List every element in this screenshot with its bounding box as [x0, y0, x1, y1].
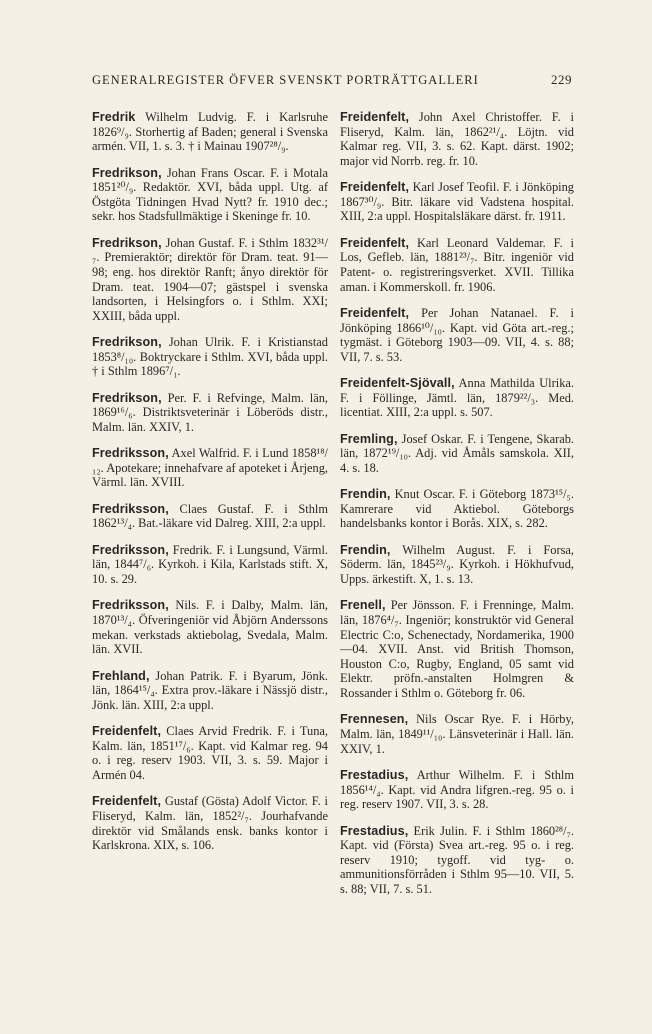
entry-text: Wilhelm Ludvig. F. i Karlsruhe 1826⁹/₉. Storhertig af Baden; general i Svenska armén. VII, 1. s. 3. † i Mainau 1907²⁸/₉. [92, 110, 328, 154]
entry-surname: Freidenfelt, [92, 794, 162, 809]
entry-surname: Fredrikson, [92, 390, 162, 405]
entry-surname: Frenell, [340, 598, 386, 613]
entry-text: Johan Ulrik. F. i Kristianstad 1853⁸/₁₀. Boktryckare i Sthlm. XVI, båda uppl. † i Sthlm 1896⁷/₁. [92, 335, 328, 379]
register-entry [92, 110, 328, 154]
entry-text: Gustaf (Gösta) Adolf Victor. F. i Fliseryd, Kalm. län, 1852²/₇. Jourhafvande direktör vid Smålands ensk. banks kontor i Karlskrona. XIX, s. 106. [92, 794, 328, 853]
entry-surname: Freidenfelt, [340, 235, 410, 250]
register-entry [92, 502, 328, 531]
register-entry [92, 236, 328, 324]
entry-surname: Frendin, [340, 542, 391, 557]
entry-surname: Fredrikson, [92, 335, 162, 350]
entry-surname: Fredriksson, [92, 542, 169, 557]
entry-text: Johan Patrik. F. i Byarum, Jönk. län, 1864¹⁵/₄. Extra prov.-läkare i Nässjö distr., Jönk. län. XIII, 2:a uppl. [92, 668, 328, 712]
register-entry [92, 543, 328, 587]
entry-surname: Freidenfelt, [340, 305, 410, 320]
register-entry [340, 712, 574, 756]
register-entry [92, 794, 328, 852]
entry-surname: Fredriksson, [92, 501, 169, 516]
entry-text: Axel Walfrid. F. i Lund 1858¹⁸/₁₂. Apotekare; innehafvare af apoteket i Årjeng, Värml. län. XVIII. [92, 446, 328, 490]
entry-surname: Freidenfelt, [340, 180, 410, 195]
register-entry [92, 335, 328, 379]
left-column [92, 110, 328, 865]
register-entry [340, 432, 574, 476]
register-entry [92, 391, 328, 435]
entry-text: Nils. F. i Dalby, Malm. län, 1870¹³/₄. Öfveringeniör vid Åbjörn Anderssons mekan. verkstads aktiebolag, Svedala, Malm. län. XVII. [92, 598, 328, 657]
entry-surname: Fremling, [340, 431, 398, 446]
entry-surname: Freidenfelt-Sjövall, [340, 376, 455, 391]
entry-text: Claes Gustaf. F. i Sthlm 1862¹³/₄. Bat.-läkare vid Dalreg. XIII, 2:a uppl. [92, 501, 328, 531]
entry-text: Arthur Wilhelm. F. i Sthlm 1856¹⁴/₄. Kapt. vid Andra lifgren.-reg. 95 o. i reg. reserv 1907. VII, 3. s. 28. [340, 767, 574, 812]
register-entry [340, 180, 574, 224]
entry-text: Anna Mathilda Ulrika. F. i Föllinge, Jämtl. län, 1879²²/₃. Med. licentiat. XIII, 2:a uppl. s. 507. [340, 376, 574, 420]
entry-text: Claes Arvid Fredrik. F. i Tuna, Kalm. län, 1851¹⁷/₆. Kapt. vid Kalmar reg. 94 o. i reg. reserv 1903. VII, 3. s. 59. Major i Armén 04. [92, 724, 328, 782]
entry-surname: Frestadius, [340, 767, 409, 782]
entry-surname: Fredrikson, [92, 165, 162, 180]
register-entry [92, 166, 328, 224]
entry-text: Nils Oscar Rye. F. i Hörby, Malm. län, 1849¹¹/₁₀. Länsveterinär i Hall. län. XXIV, 1. [340, 712, 574, 756]
register-entry [92, 724, 328, 782]
entry-surname: Fredriksson, [92, 446, 169, 461]
entry-text: Johan Frans Oscar. F. i Motala 1851²⁰/₉. Redaktör. XVI, båda uppl. Utg. af Östgöta Tidningen Hvad Nytt? fr. 1910 dec.; sekr. hos Stadsfullmäktige i Skeninge fr. 10. [92, 165, 328, 224]
entry-text: Per Johan Natanael. F. i Jönköping 1866¹⁰/₁₀. Kapt. vid Göta art.-reg.; tygmäst. i Göteborg 1903—09. VII, 4. s. 88; VII, 7. s. 53. [340, 305, 574, 364]
entry-text: Per. F. i Refvinge, Malm. län, 1869¹⁶/₆. Distriktsveterinär i Löberöds distr., Malm. län. XXIV, 1. [92, 390, 328, 434]
register-entry [340, 543, 574, 587]
right-column [340, 110, 574, 908]
entry-text: Per Jönsson. F. i Frenninge, Malm. län, 1876⁴/₇. Ingeniör; konstruktör vid General Electric C:o, Schenectady, Nordamerika, 1900—04. XVII. Anst. vid British Thomson, Houston C:o, Rugby, England, 05 samt vid Elektr. pröfn.-anstalten Holmgren & Rossander i Sthlm o. Göteborg fr. 06. [340, 598, 574, 700]
register-entry [92, 598, 328, 656]
entry-surname: Frehland, [92, 668, 150, 683]
entry-text: Wilhelm August. F. i Forsa, Söderm. län, 1845²³/₉. Kyrkoh. i Hökhufvud, Upps. ärkestift. X, 1. s. 13. [340, 542, 574, 587]
register-entry [92, 669, 328, 713]
entry-text: Erik Julin. F. i Sthlm 1860²⁸/₇. Kapt. vid (Första) Svea art.-reg. 95 o. i reg. reserv 1910; tygoff. vid tyg- o. ammunitionsförråden i Sthlm 95—10. VII, 5. s. 88; VII, 7. s. 51. [340, 823, 574, 896]
register-entry [340, 306, 574, 364]
entry-text: John Axel Christoffer. F. i Fliseryd, Kalm. län, 1862²¹/₄. Löjtn. vid Kalmar reg. VII, 3. s. 62. Kapt. därst. 1902; major vid Norrb. reg. fr. 10. [340, 110, 574, 168]
entry-text: Karl Leonard Valdemar. F. i Los, Gefleb. län, 1881²³/₇. Bitr. ingeniör vid Patent- o. registreringsverket. XVII. Tillika aman. i Kommerskoll. fr. 1906. [340, 235, 574, 294]
register-entry [92, 446, 328, 490]
page-header [92, 72, 572, 88]
register-entry [340, 110, 574, 168]
page-number: 229 [551, 72, 572, 87]
entry-surname: Freidenfelt, [92, 724, 162, 739]
entry-surname: Fredriksson, [92, 598, 169, 613]
register-entry [340, 376, 574, 420]
register-entry [340, 598, 574, 700]
entry-surname: Fredrikson, [92, 235, 162, 250]
entry-text: Karl Josef Teofil. F. i Jönköping 1867³⁰/₉. Bitr. läkare vid Vadstena hospital. XIII, 2:a uppl. Hospitalsläkare därst. fr. 1911. [340, 180, 574, 224]
register-entry [340, 768, 574, 812]
entry-text: Johan Gustaf. F. i Sthlm 1832³¹/₇. Premieraktör; direktör för Dram. teat. 91—98; eng. hos direktör Ranft; ånyo direktör för Dram. teat. 1904—07; gästspel i svenska landsorten, i Helsingfors o. i Sthlm. XXI; XXIII, båda uppl. [92, 235, 328, 323]
entry-surname: Frestadius, [340, 823, 409, 838]
register-entry [340, 487, 574, 531]
entry-text: Fredrik. F. i Lungsund, Värml. län, 1844⁷/₆. Kyrkoh. i Kila, Karlstads stift. X, 10. s. 29. [92, 542, 328, 587]
entry-surname: Frendin, [340, 487, 391, 502]
register-entry [340, 236, 574, 294]
running-title: GENERALREGISTER ÖFVER SVENSKT PORTRÄTTGALLERI [92, 73, 479, 87]
entry-text: Josef Oskar. F. i Tengene, Skarab. län, 1872¹⁹/₁₀. Adj. vid Åmåls samskola. XII, 4. s. 18. [340, 431, 574, 475]
entry-surname: Fredrik [92, 110, 136, 124]
entry-surname: Frennesen, [340, 712, 409, 727]
register-entry [340, 824, 574, 897]
entry-surname: Freidenfelt, [340, 110, 410, 124]
entry-text: Knut Oscar. F. i Göteborg 1873¹⁵/₅. Kamrerare vid Aktiebol. Göteborgs handelsbanks kontor i Borås. XIX, s. 282. [340, 487, 574, 531]
